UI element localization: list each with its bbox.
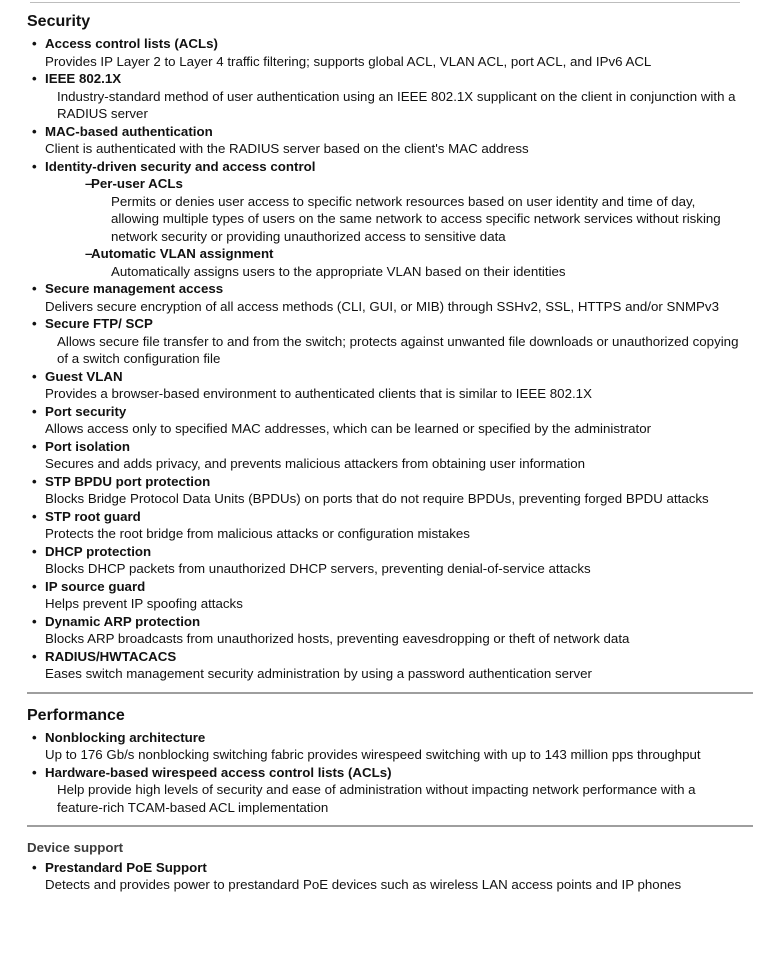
list-item <box>27 859 741 894</box>
feature-description: Provides IP Layer 2 to Layer 4 traffic filtering; supports global ACL, VLAN ACL, port ACL, and IPv6 ACL <box>45 53 652 69</box>
feature-title: MAC-based authentication <box>45 123 213 139</box>
bullet-icon: • <box>32 316 37 331</box>
feature-description: Allows secure file transfer to and from the switch; protects against unwanted file downloads or unauthorized copying of a switch configuration file <box>57 333 739 366</box>
list-item <box>27 123 741 158</box>
dash-icon: – <box>85 246 93 261</box>
list-item <box>27 158 741 281</box>
bullet-icon: • <box>32 281 37 296</box>
bullet-icon: • <box>32 508 37 524</box>
feature-title: Secure FTP/ SCP <box>45 316 153 331</box>
feature-list <box>27 35 741 683</box>
sub-feature-title: Per-user ACLs <box>91 176 183 191</box>
bullet-icon: • <box>32 859 37 875</box>
bullet-icon: • <box>32 764 37 780</box>
feature-description: Protects the root bridge from malicious attacks or configuration mistakes <box>45 526 470 541</box>
section-divider <box>27 692 753 694</box>
bullet-icon: • <box>32 578 37 594</box>
bullet-icon: • <box>32 403 37 419</box>
feature-list <box>27 859 741 894</box>
list-item <box>27 648 741 683</box>
section-divider <box>27 825 753 827</box>
list-item <box>27 438 741 473</box>
list-item <box>27 543 741 578</box>
feature-title: Guest VLAN <box>45 368 123 384</box>
list-item <box>27 315 741 368</box>
bullet-icon: • <box>32 438 37 454</box>
section-title: Performance <box>27 706 125 724</box>
dash-icon: – <box>85 176 93 191</box>
feature-section <box>27 0 741 683</box>
bullet-icon: • <box>32 158 37 174</box>
sub-list-item <box>45 245 741 280</box>
feature-description: Secures and adds privacy, and prevents malicious attackers from obtaining user information <box>45 456 586 471</box>
feature-description: Provides a browser-based environment to authenticated clients that is similar to IEEE 802.1X <box>45 386 592 401</box>
feature-title: Identity-driven security and access control <box>45 158 316 174</box>
feature-title: Port isolation <box>45 438 130 454</box>
sub-list-item <box>45 175 741 245</box>
feature-description: Blocks Bridge Protocol Data Units (BPDUs) on ports that do not require BPDUs, preventing forged BPDU attacks <box>45 491 709 506</box>
feature-description: Client is authenticated with the RADIUS server based on the client's MAC address <box>45 141 529 156</box>
feature-description: Industry-standard method of user authentication using an IEEE 802.1X supplicant on the client in conjunction with a RADIUS server <box>57 88 736 121</box>
feature-title: Port security <box>45 403 127 419</box>
list-item <box>27 403 741 438</box>
list-item <box>27 764 741 817</box>
feature-description: Blocks ARP broadcasts from unauthorized hosts, preventing eavesdropping or theft of network data <box>45 631 630 646</box>
feature-title: Hardware-based wirespeed access control lists (ACLs) <box>45 764 392 780</box>
list-item <box>27 473 741 508</box>
feature-title: Dynamic ARP protection <box>45 613 201 629</box>
feature-description: Blocks DHCP packets from unauthorized DHCP servers, preventing denial-of-service attacks <box>45 561 591 576</box>
feature-description: Helps prevent IP spoofing attacks <box>45 596 243 611</box>
feature-title: Secure management access <box>45 281 224 296</box>
feature-description: Eases switch management security administration by using a password authentication server <box>45 666 592 681</box>
list-item <box>27 578 741 613</box>
bullet-icon: • <box>32 473 37 489</box>
bullet-icon: • <box>32 543 37 559</box>
feature-title: Prestandard PoE Support <box>45 859 207 875</box>
bullet-icon: • <box>32 368 37 384</box>
bullet-icon: • <box>32 123 37 139</box>
sections-root <box>27 0 741 894</box>
feature-title: STP root guard <box>45 508 141 524</box>
feature-title: IP source guard <box>45 578 146 594</box>
feature-description: Up to 176 Gb/s nonblocking switching fabric provides wirespeed switching with up to 143 million pps throughput <box>45 747 701 762</box>
top-divider <box>30 2 740 3</box>
bullet-icon: • <box>32 36 37 51</box>
list-item <box>27 368 741 403</box>
section-title: Security <box>27 13 91 30</box>
list-item <box>27 729 741 764</box>
sub-feature-description: Permits or denies user access to specific network resources based on user identity and time of day, allowing multiple types of users on the same network to access specific network services without risking network security or providing unauthorized access to sensitive data <box>111 193 721 244</box>
feature-section <box>27 839 741 894</box>
feature-title: RADIUS/HWTACACS <box>45 648 177 664</box>
feature-section <box>27 706 741 817</box>
feature-title: IEEE 802.1X <box>45 71 122 86</box>
feature-title: Nonblocking architecture <box>45 729 206 745</box>
sub-feature-list <box>45 175 741 280</box>
list-item <box>27 70 741 123</box>
bullet-icon: • <box>32 648 37 664</box>
feature-title: Access control lists (ACLs) <box>45 36 218 51</box>
feature-description: Detects and provides power to prestandard PoE devices such as wireless LAN access points and IP phones <box>45 877 682 892</box>
feature-description: Help provide high levels of security and ease of administration without impacting network performance with a feature-rich TCAM-based ACL implementation <box>57 782 696 815</box>
feature-title: DHCP protection <box>45 543 152 559</box>
feature-list <box>27 729 741 817</box>
bullet-icon: • <box>32 71 37 86</box>
list-item <box>27 280 741 315</box>
list-item <box>27 35 741 70</box>
sub-feature-title: Automatic VLAN assignment <box>91 246 274 261</box>
list-item <box>27 613 741 648</box>
feature-description: Allows access only to specified MAC addresses, which can be learned or specified by the administrator <box>45 421 652 436</box>
feature-description: Delivers secure encryption of all access methods (CLI, GUI, or MIB) through SSHv2, SSL, HTTPS and/or SNMPv3 <box>45 298 719 314</box>
section-title: Device support <box>27 840 124 855</box>
bullet-icon: • <box>32 729 37 745</box>
feature-title: STP BPDU port protection <box>45 473 211 489</box>
bullet-icon: • <box>32 613 37 629</box>
sub-feature-description: Automatically assigns users to the appropriate VLAN based on their identities <box>111 263 566 279</box>
list-item <box>27 508 741 543</box>
